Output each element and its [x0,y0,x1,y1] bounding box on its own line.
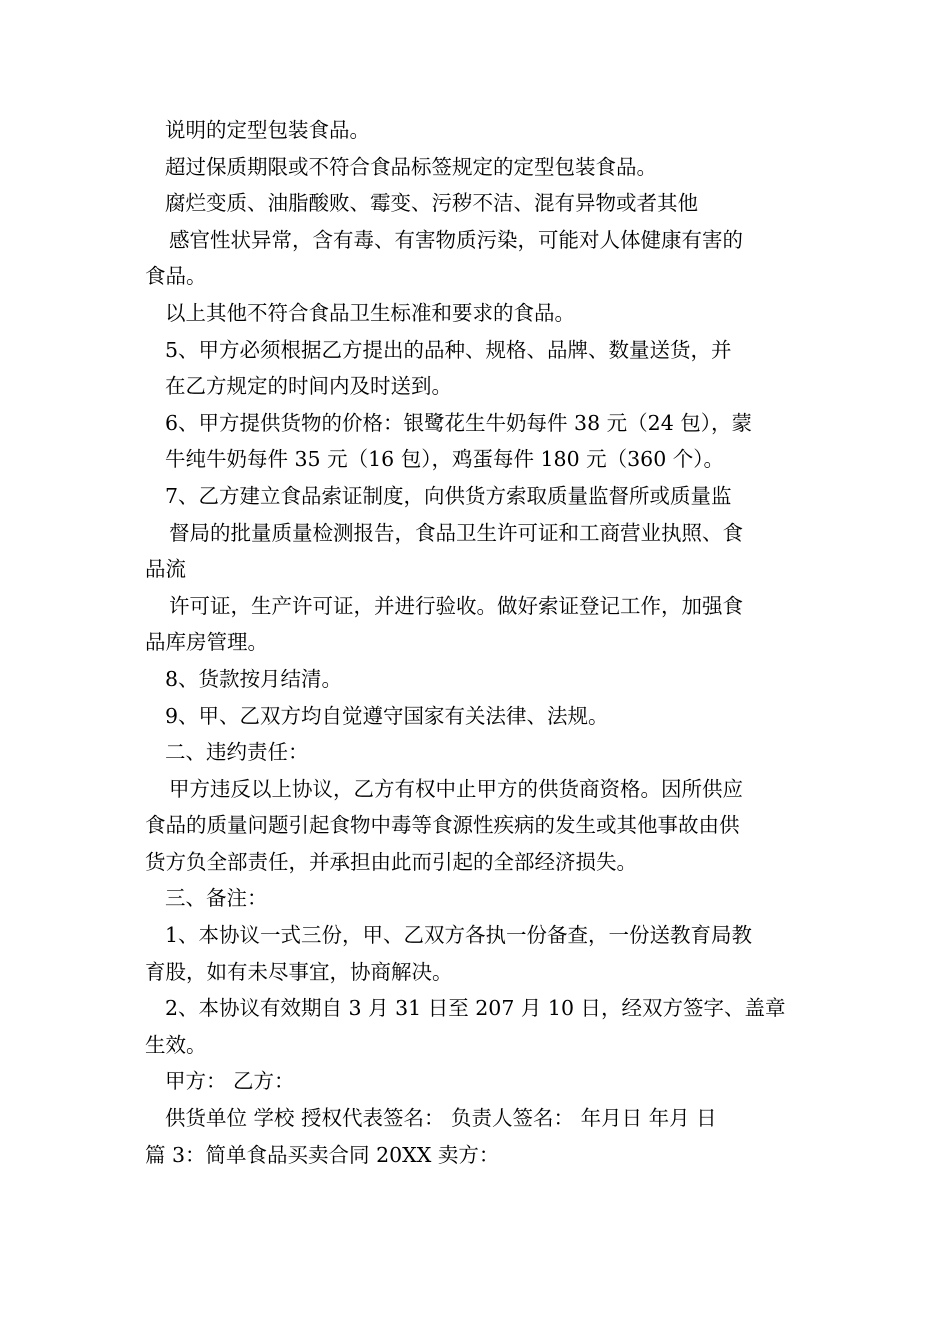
signature-parties: 甲方： 乙方： [165,1069,295,1094]
text-line: 督局的批量质量检测报告，食品卫生许可证和工商营业执照、食 [169,520,743,545]
text-line: 货方负全部责任，并承担由此而引起的全部经济损失。 [145,849,637,874]
text-line: 牛纯牛奶每件 35 元（16 包），鸡蛋每件 180 元（360 个）。 [165,447,725,472]
text-line: 甲方违反以上协议，乙方有权中止甲方的供货商资格。因所供应 [169,776,743,801]
text-line: 8、货款按月结清。 [165,666,343,691]
text-line: 2、本协议有效期自 3 月 31 日至 207 月 10 日，经双方签字、盖章 [165,996,786,1021]
text-line: 7、乙方建立食品索证制度，向供货方索取质量监督所或质量监 [165,483,732,508]
text-line: 生效。 [145,1032,207,1057]
text-line: 品库房管理。 [145,630,268,655]
text-line: 9、甲、乙双方均自觉遵守国家有关法律、法规。 [165,703,609,728]
section-heading: 三、备注： [165,886,268,911]
text-line: 5、甲方必须根据乙方提出的品种、规格、品牌、数量送货，并 [165,337,732,362]
text-line: 食品。 [145,264,207,289]
text-line: 以上其他不符合食品卫生标准和要求的食品。 [165,300,575,325]
text-line: 许可证，生产许可证，并进行验收。做好索证登记工作，加强食 [169,593,743,618]
text-line: 说明的定型包装食品。 [165,118,370,142]
text-line: 育股，如有未尽事宜，协商解决。 [145,959,453,984]
text-line: 食品的质量问题引起食物中毒等食源性疾病的发生或其他事故由供 [145,813,740,838]
text-line: 超过保质期限或不符合食品标签规定的定型包装食品。 [165,154,657,179]
signature-fields: 供货单位 学校 授权代表签名： 负责人签名： 年月日 年月 日 [165,1106,717,1131]
text-line: 1、本协议一式三份，甲、乙双方各执一份备查，一份送教育局教 [165,923,753,948]
text-line: 品流 [145,557,186,582]
text-line: 腐烂变质、油脂酸败、霉变、污秽不洁、混有异物或者其他 [165,191,698,216]
text-line: 在乙方规定的时间内及时送到。 [165,374,452,399]
section-heading: 二、违约责任： [165,740,309,765]
text-line: 感官性状异常，含有毒、有害物质污染，可能对人体健康有害的 [169,227,743,252]
text-line: 6、甲方提供货物的价格：银鹭花生牛奶每件 38 元（24 包），蒙 [165,410,753,435]
next-section-title: 篇 3：简单食品买卖合同 20XX 卖方： [145,1142,500,1167]
document-body [145,112,815,1173]
